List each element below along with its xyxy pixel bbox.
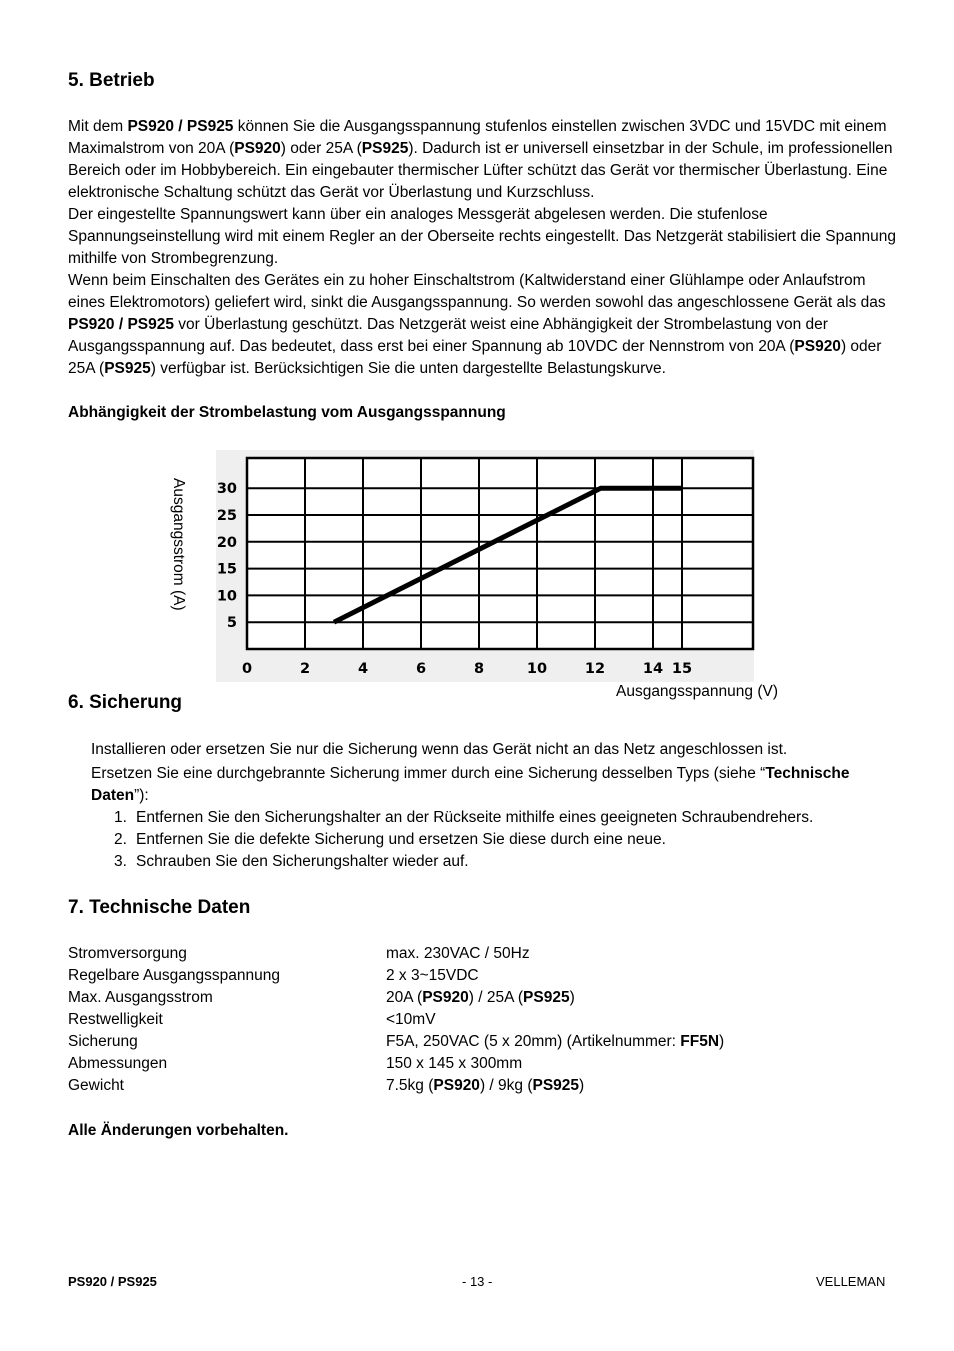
- bold-text: PS920 / PS925: [127, 118, 234, 135]
- table-row: [68, 1075, 724, 1097]
- step-text: Schrauben Sie den Sicherungshalter wieder auf.: [136, 853, 469, 870]
- chart-heading: Abhängigkeit der Strombelastung vom Ausgangsspannung: [68, 404, 506, 421]
- load-curve-chart: [160, 448, 800, 710]
- spec-value: [386, 1053, 724, 1075]
- text-run: können Sie die Ausgangsspannung stufenlos einstellen zwischen 3VDC und 15VDC mit einem Maximalstrom von 20A (: [68, 118, 887, 157]
- section-heading-technische-daten: 7. Technische Daten: [68, 897, 251, 918]
- spec-label: Restwelligkeit: [68, 1011, 163, 1028]
- text-run: 150 x 145 x 300mm: [386, 1055, 523, 1072]
- bold-text: PS925: [361, 140, 409, 157]
- sicherung-paragraph-2: [91, 763, 881, 807]
- step-text: Entfernen Sie den Sicherungshalter an der Rückseite mithilfe eines geeigneten Schraubendrehers.: [136, 809, 814, 826]
- sicherung-steps: [114, 807, 813, 873]
- text-run: ). Dadurch ist er universell einsetzbar in der Schule, im professionellen Bereich oder im Hobbybereich. Ein eingebauter thermischer Lüfter schützt das Gerät vor thermischer Überlastung. Eine elektronische Schaltung schützt das Gerät vor Überlastung und Kurzschluss.: [68, 140, 893, 201]
- bold-text: Technische Daten: [91, 765, 850, 804]
- text-run: ) oder 25A (: [280, 140, 362, 157]
- text-run: Wenn beim Einschalten des Gerätes ein zu hoher Einschaltstrom (Kaltwiderstand einer Glühlampe oder Anlaufstrom eines Elektromotors) geliefert wird, sinkt die Ausgangsspannung. So werden sowohl das angeschlossene Gerät als das: [68, 272, 886, 311]
- bold-text: PS925: [532, 1077, 580, 1094]
- table-row: [68, 965, 724, 987]
- bold-text: PS920: [433, 1077, 480, 1094]
- spec-value: [386, 965, 724, 987]
- betrieb-paragraph-1: [68, 116, 898, 204]
- y-axis-label: Ausgangsstrom (A): [170, 478, 187, 611]
- spec-label: Regelbare Ausgangsspannung: [68, 967, 281, 984]
- spec-value: [386, 1009, 724, 1031]
- table-row: [68, 1031, 724, 1053]
- footer-model: PS920 / PS925: [68, 1274, 157, 1289]
- spec-value: [386, 1031, 724, 1053]
- x-tick-label: 2: [299, 661, 311, 677]
- text-run: ): [569, 989, 575, 1006]
- text-run: Ersetzen Sie eine durchgebrannte Sicherung immer durch eine Sicherung desselben Typs (siehe “: [91, 765, 766, 782]
- spec-label: Stromversorgung: [68, 945, 187, 962]
- text-run: ) oder 25A (: [68, 338, 882, 377]
- x-axis-label: Ausgangsspannung (V): [615, 683, 778, 700]
- text-run: <10mV: [386, 1011, 436, 1028]
- changes-note: Alle Änderungen vorbehalten.: [68, 1122, 289, 1139]
- text-run: F5A, 250VAC (5 x 20mm) (Artikelnummer:: [386, 1033, 681, 1050]
- table-row: [68, 943, 724, 965]
- table-row: [68, 987, 724, 1009]
- table-row: [68, 1009, 724, 1031]
- bold-text: FF5N: [680, 1033, 720, 1050]
- text-run: ) / 9kg (: [479, 1077, 533, 1094]
- bold-text: PS920: [234, 140, 281, 157]
- y-tick-label: 10: [216, 588, 237, 605]
- spec-label: Gewicht: [68, 1077, 124, 1094]
- spec-value: [386, 943, 724, 965]
- text-run: vor Überlastung geschützt. Das Netzgerät weist eine Abhängigkeit der Strombelastung von der Ausgangsspannung auf. Das bedeutet, dass erst bei einer Spannung ab 10VDC der Nennstrom von 20A (: [68, 316, 828, 355]
- y-tick-label: 20: [216, 534, 237, 551]
- footer-page-number: - 13 -: [462, 1274, 493, 1289]
- text-run: 20A (: [386, 989, 423, 1006]
- spec-label: Sicherung: [68, 1033, 138, 1050]
- section-heading-betrieb: 5. Betrieb: [68, 70, 155, 91]
- y-tick-label: 15: [216, 561, 237, 578]
- sicherung-paragraph-1: Installieren oder ersetzen Sie nur die Sicherung wenn das Gerät nicht an das Netz angeschlossen ist.: [91, 741, 788, 758]
- spec-value: [386, 1075, 724, 1097]
- x-tick-label: 0: [241, 661, 253, 677]
- text-run: ) / 25A (: [468, 989, 524, 1006]
- footer-brand: VELLEMAN: [816, 1274, 886, 1289]
- bold-text: PS920: [794, 338, 841, 355]
- x-tick-label: 8: [473, 661, 485, 677]
- spec-label: Abmessungen: [68, 1055, 168, 1072]
- step-number: 1.: [114, 809, 127, 826]
- betrieb-paragraph-2: Der eingestellte Spannungswert kann über ein analoges Messgerät abgelesen werden. Die stufenlose Spannungseinstellung wird mit einem Regler an der Oberseite rechts eingestellt. Das Netzgerät stabilisiert die Spannung mithilfe von Strombegrenzung.: [68, 206, 896, 267]
- text-run: ): [719, 1033, 725, 1050]
- betrieb-paragraph-3: [68, 270, 898, 380]
- text-run: ) verfügbar ist. Berücksichtigen Sie die unten dargestellte Belastungskurve.: [150, 360, 666, 377]
- x-tick-label: 12: [584, 661, 606, 677]
- x-tick-label: 10: [526, 661, 548, 677]
- text-run: ): [579, 1077, 585, 1094]
- x-tick-label: 6: [415, 661, 427, 677]
- text-run: 2 x 3~15VDC: [386, 967, 479, 984]
- y-tick-label: 30: [216, 481, 237, 498]
- text-run: 7.5kg (: [386, 1077, 434, 1094]
- x-tick-label: 14: [642, 661, 664, 677]
- x-tick-label: 4: [357, 661, 369, 677]
- list-item: [114, 851, 813, 873]
- list-item: [114, 807, 813, 829]
- section-heading-sicherung: 6. Sicherung: [68, 692, 183, 713]
- step-number: 3.: [114, 853, 127, 870]
- bold-text: PS920 / PS925: [68, 316, 174, 333]
- bold-text: PS920: [422, 989, 469, 1006]
- table-row: [68, 1053, 724, 1075]
- spec-value: [386, 987, 724, 1009]
- bold-text: PS925: [523, 989, 570, 1006]
- text-run: Mit dem: [68, 118, 128, 135]
- text-run: ”):: [134, 787, 149, 804]
- step-number: 2.: [114, 831, 127, 848]
- bold-text: PS925: [104, 360, 151, 377]
- step-text: Entfernen Sie die defekte Sicherung und ersetzen Sie diese durch eine neue.: [136, 831, 666, 848]
- spec-label: Max. Ausgangsstrom: [68, 989, 213, 1006]
- list-item: [114, 829, 813, 851]
- y-tick-label: 25: [216, 508, 237, 524]
- x-tick-label: 15: [671, 661, 693, 677]
- text-run: max. 230VAC / 50Hz: [386, 945, 530, 962]
- spec-table: [68, 943, 724, 1097]
- y-tick-label: 5: [226, 615, 237, 632]
